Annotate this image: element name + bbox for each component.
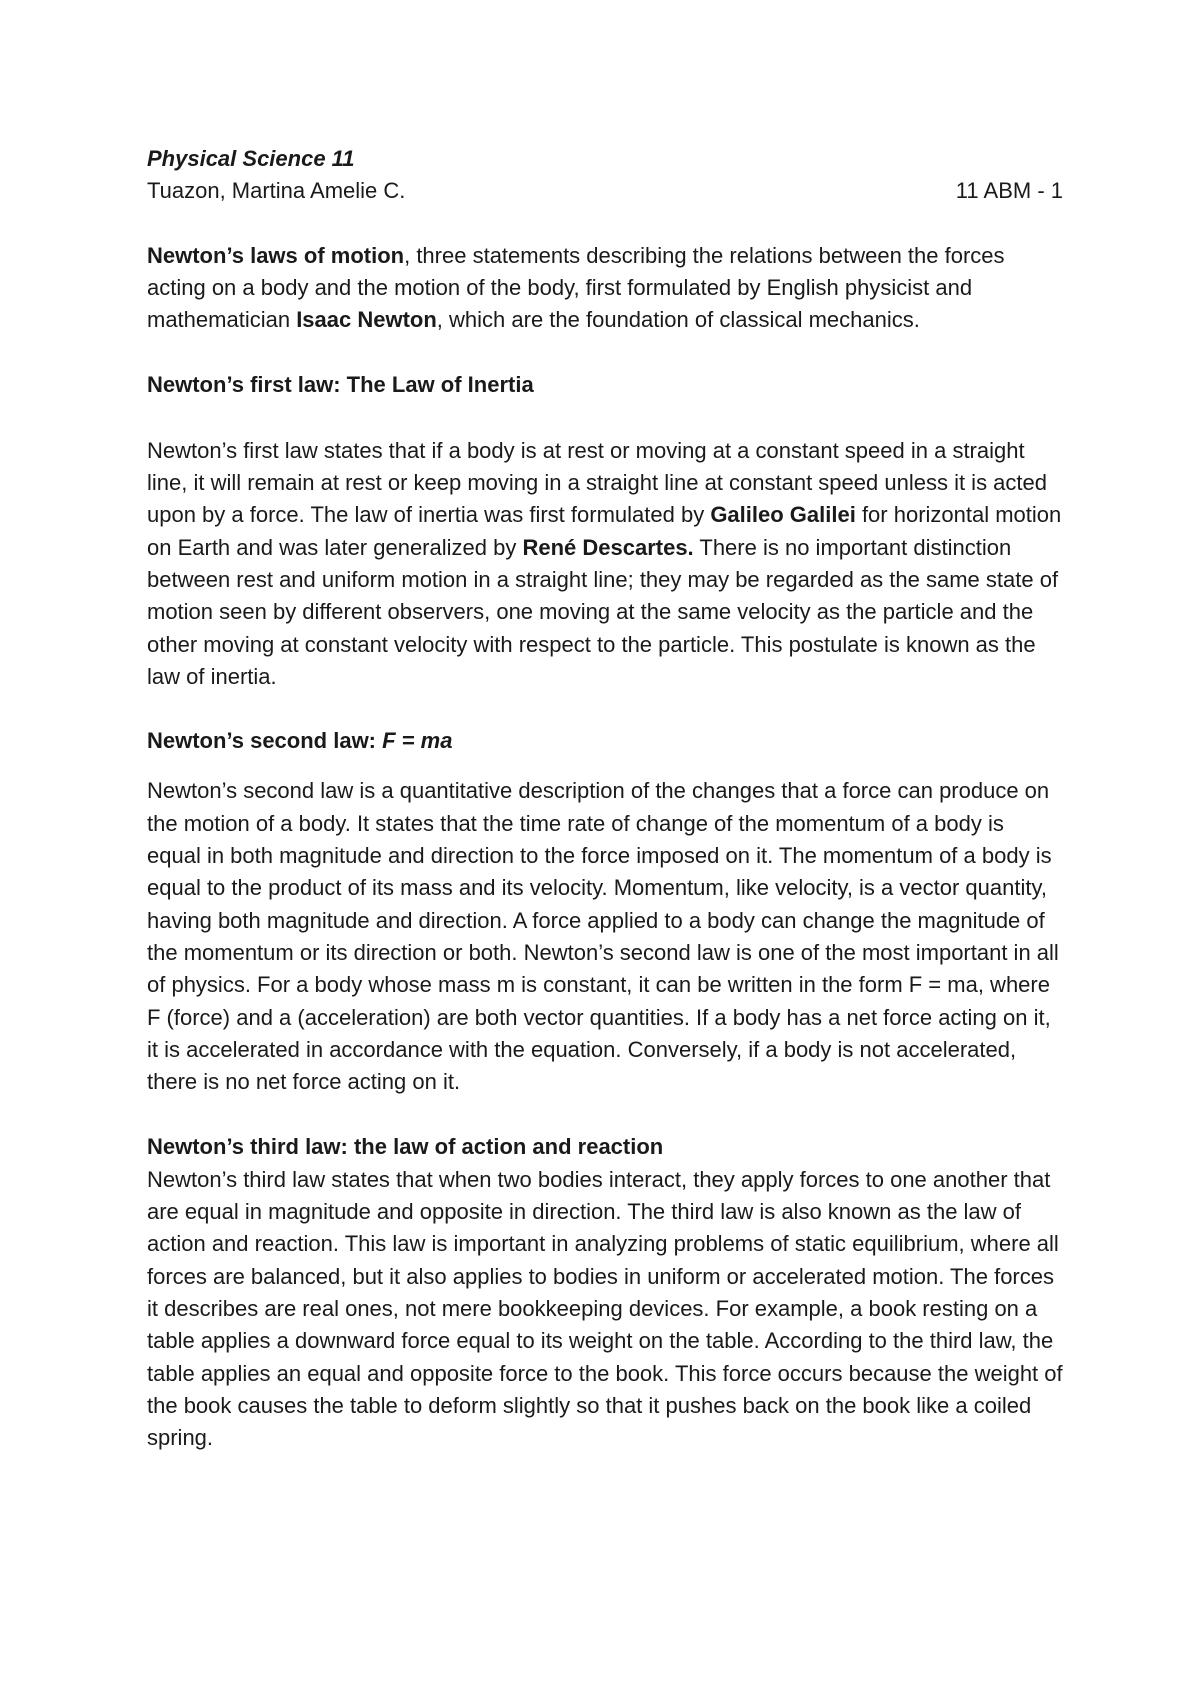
spacer (147, 693, 1063, 725)
intro-text-2: , which are the foundation of classical mechanics. (436, 307, 920, 333)
spacer (147, 336, 1063, 369)
section-label: 11 ABM - 1 (955, 178, 1063, 204)
spacer (147, 208, 1063, 240)
second-law-formula: F = ma (382, 728, 453, 754)
first-law-paragraph (147, 435, 1063, 693)
intro-person: Isaac Newton (296, 307, 437, 333)
first-law-heading: Newton’s first law: The Law of Inertia (147, 372, 534, 398)
third-law-paragraph: Newton’s third law states that when two bodies interact, they apply forces to one another that are equal in magnitude and opposite in direction. The third law is also known as the law of action and reaction. This law is important in analyzing problems of static equilibrium, where all forces are balanced, but it also applies to bodies in uniform or accelerated motion. The forces it describes are real ones, not mere bookkeeping devices. For example, a book resting on a table applies a downward force equal to its weight on the table. According to the third law, the table applies an equal and opposite force to the book. This force occurs because the weight of the book causes the table to deform slightly so that it pushes back on the book like a coiled spring. (147, 1166, 1063, 1451)
header-row (147, 175, 1063, 207)
second-law-heading-prefix: Newton’s second law: (147, 728, 383, 754)
second-law-heading (147, 725, 1063, 757)
document-body (147, 143, 1063, 1454)
second-law-paragraph: Newton’s second law is a quantitative description of the changes that a force can produce on the motion of a body. It states that the time rate of change of the momentum of a body is equal in both magnitude and direction to the force imposed on it. The momentum of a body is equal to the product of its mass and its velocity. Momentum, like velocity, is a vector quantity, having both magnitude and direction. A force applied to a body can change the magnitude of the momentum or its direction or both. Newton’s second law is one of the most important in all of physics. For a body whose mass m is constant, it can be written in the form F = ma, where F (force) and a (acceleration) are both vector quantities. If a body has a net force acting on it, it is accelerated in accordance with the equation. Conversely, if a body is not accelerated, there is no net force acting on it. (147, 778, 1059, 1095)
intro-term: Newton’s laws of motion (147, 242, 405, 268)
third-law-heading: Newton’s third law: the law of action and reaction (147, 1134, 664, 1160)
intro-text-1: , three statements describing the relations between the forces acting on a body and the motion of the body, first formulated by English physicist and mathematician (147, 242, 1005, 333)
spacer (147, 402, 1063, 435)
intro-paragraph (147, 240, 1063, 337)
first-law-text-3: There is no important distinction between rest and uniform motion in a straight line; they may be regarded as the same state of motion seen by different observers, one moving at the same velocity as the particle and the other moving at constant velocity with respect to the particle. This postulate is known as the law of inertia. (147, 534, 1059, 689)
spacer (147, 1098, 1063, 1131)
student-name: Tuazon, Martina Amelie C. (147, 178, 406, 204)
first-law-person-2: René Descartes. (522, 534, 694, 560)
spacer (147, 757, 1063, 775)
first-law-text-2: for horizontal motion on Earth and was later generalized by (147, 502, 1062, 560)
first-law-person-1: Galileo Galilei (710, 502, 856, 528)
first-law-text-1: Newton’s first law states that if a body is at rest or moving at a constant speed in a straight line, it will remain at rest or keep moving in a straight line at constant speed unless it is acted upon by a force. The law of inertia was first formulated by (147, 437, 1048, 528)
document-title: Physical Science 11 (147, 146, 355, 171)
